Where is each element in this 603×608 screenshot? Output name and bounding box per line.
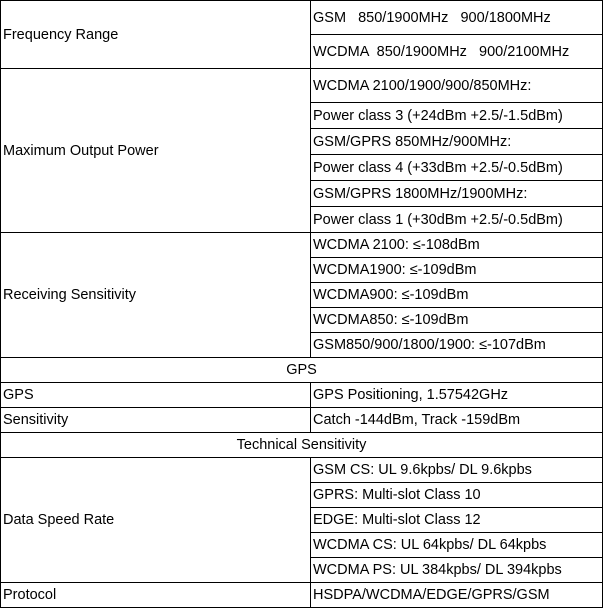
max-output-power-value: Power class 1 (+30dBm +2.5/-0.5dBm) [311,207,603,233]
table-row [1,233,603,258]
receiving-sensitivity-value: WCDMA850: ≤-109dBm [311,308,603,333]
max-output-power-label: Maximum Output Power [1,69,311,233]
data-speed-rate-value: GSM CS: UL 9.6kpbs/ DL 9.6kpbs [311,458,603,483]
receiving-sensitivity-value: WCDMA 2100: ≤-108dBm [311,233,603,258]
max-output-power-value: Power class 3 (+24dBm +2.5/-1.5dBm) [311,103,603,129]
table-row [1,383,603,408]
gps-section-title: GPS [1,358,603,383]
max-output-power-value: WCDMA 2100/1900/900/850MHz: [311,69,603,103]
protocol-value: HSDPA/WCDMA/EDGE/GPRS/GSM [311,583,603,608]
table-row [1,433,603,458]
table-row [1,69,603,103]
data-speed-rate-value: EDGE: Multi-slot Class 12 [311,508,603,533]
data-speed-rate-label: Data Speed Rate [1,458,311,583]
gps-label: GPS [1,383,311,408]
receiving-sensitivity-value: WCDMA1900: ≤-109dBm [311,258,603,283]
technical-section-title: Technical Sensitivity [1,433,603,458]
protocol-label: Protocol [1,583,311,608]
data-speed-rate-value: WCDMA PS: UL 384kpbs/ DL 394kpbs [311,558,603,583]
max-output-power-value: Power class 4 (+33dBm +2.5/-0.5dBm) [311,155,603,181]
receiving-sensitivity-value: GSM850/900/1800/1900: ≤-107dBm [311,333,603,358]
receiving-sensitivity-value: WCDMA900: ≤-109dBm [311,283,603,308]
gps-value: GPS Positioning, 1.57542GHz [311,383,603,408]
frequency-range-gsm: GSM 850/1900MHz 900/1800MHz [311,1,603,35]
sensitivity-value: Catch -144dBm, Track -159dBm [311,408,603,433]
data-speed-rate-value: GPRS: Multi-slot Class 10 [311,483,603,508]
table-row [1,358,603,383]
sensitivity-label: Sensitivity [1,408,311,433]
frequency-range-wcdma: WCDMA 850/1900MHz 900/2100MHz [311,35,603,69]
table-row [1,1,603,35]
table-row [1,408,603,433]
frequency-range-label: Frequency Range [1,1,311,69]
table-row [1,458,603,483]
max-output-power-value: GSM/GPRS 850MHz/900MHz: [311,129,603,155]
data-speed-rate-value: WCDMA CS: UL 64kpbs/ DL 64kpbs [311,533,603,558]
receiving-sensitivity-label: Receiving Sensitivity [1,233,311,358]
max-output-power-value: GSM/GPRS 1800MHz/1900MHz: [311,181,603,207]
